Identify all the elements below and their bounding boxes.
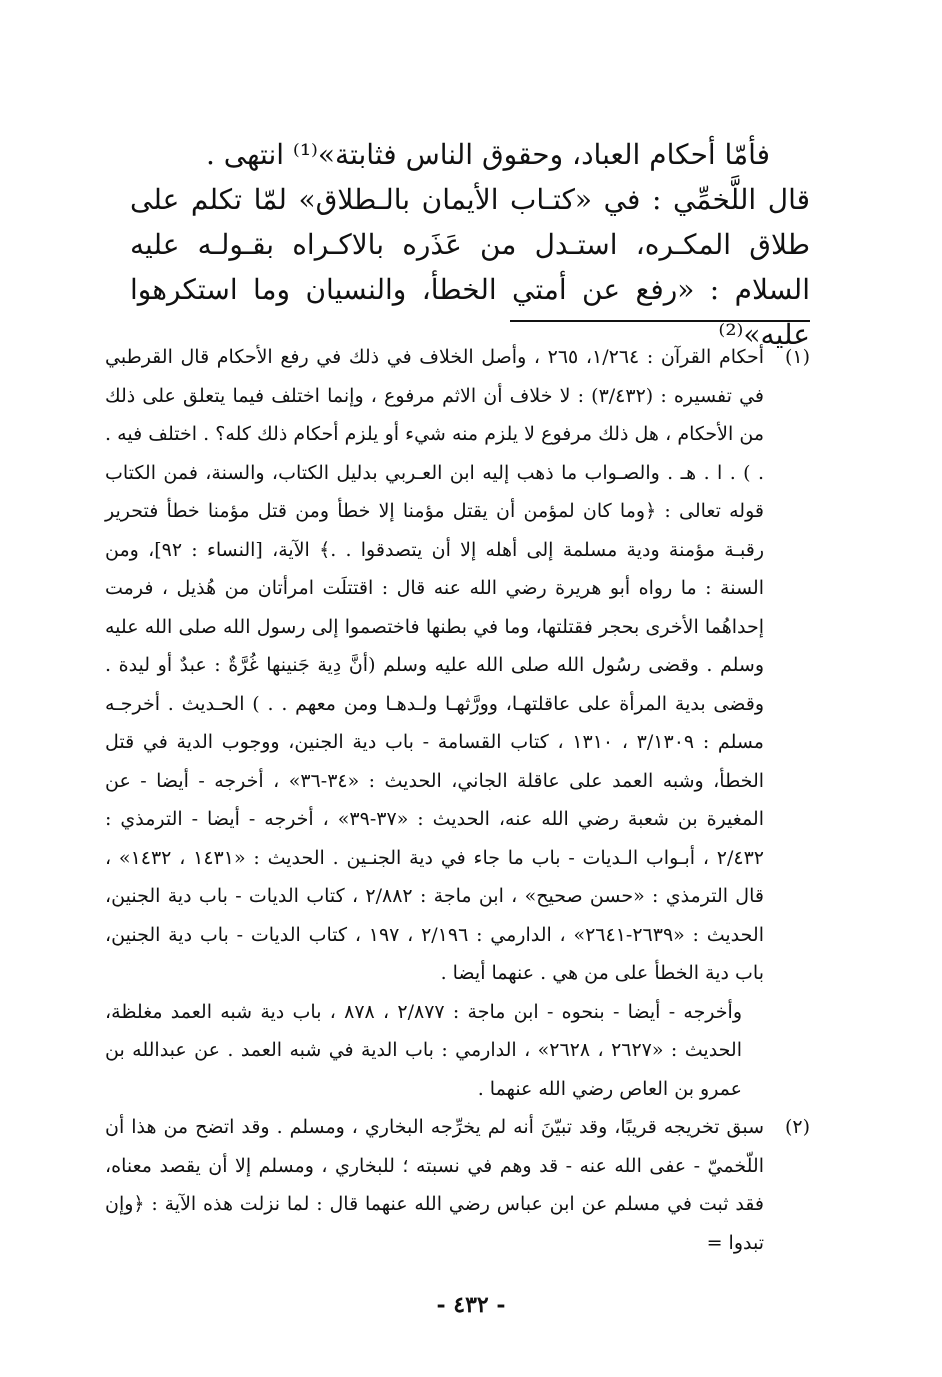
page-number: - ٤٣٢ -: [436, 1292, 506, 1318]
footnote-body: [105, 1108, 764, 1262]
footnote-paragraph: سبق تخريجه قريبًا، وقد تبيّنَ أنه لم يخرِّجه البخاري ، ومسلم . وقد اتضح من هذا أن اللّخميّ - عفى الله عنه - قد وهم في نسبته ؛ للبخاري ، ومسلم إلا أن يقصد معناه، فقد ثبت في مسلم عن ابن عباس رضي الله عنهما قال : لما نزلت هذه الآية : ﴿وإن تبدوا =: [105, 1116, 764, 1254]
footnote-paragraph: أحكام القرآن : ١/٢٦٤، ٢٦٥ ، وأصل الخلاف في ذلك في رفع الأحكام قال القرطبي في تفسيره : (٣/٤٣٢) : لا خلاف أن الاثم مرفوع ، وإنما اختلف فيما يتعلق على ذلك من الأحكام ، هل ذلك مرفوع لا يلزم منه شيء أو يلزم أحكام ذلك كله؟ . اختلف فيه . . ) . ا . هـ . والصـواب ما ذهب إليه ابن العـربي بدليل الكتاب، والسنة، فمن الكتاب قوله تعالى : ﴿وما كان لمؤمن أن يقتل مؤمنا إلا خطأ ومن قتل مؤمنا خطأ فتحرير رقبـة مؤمنة ودية مسلمة إلى أهله إلا أن يتصدقوا . .﴾ الآية، [النساء : ٩٢]، ومن السنة : ما رواه أبو هريرة رضي الله عنه قال : اقتتلَت امرأتان من هُذيل ، فرمت إحداهُما الأخرى بحجر فقتلتها، وما في بطنها فاختصموا إلى رسول الله صلى الله عليه وسلم . وقضى رسُول الله صلى الله عليه وسلم (أنَّ دِية جَنينها غُرَّةٌ : عبدٌ أو ليدة . وقضى بدية المرأة على عاقلتهـا، وورَّثهـا ولـدهـا ومن معهم . . ) الحـديث . أخرجـه مسلم : ٣/١٣٠٩ ، ١٣١٠ ، كتاب القسامة - باب دية الجنين، ووجوب الدية في قتل الخطأ، وشبه العمد على عاقلة الجاني، الحديث : «٣٤-٣٦» ، أخرجه - أيضا - عن المغيرة بن شعبة رضي الله عنه، الحديث : «٣٧-٣٩» ، أخرجه - أيضا - الترمذي : ٢/٤٣٢ ، أبـواب الـديات - باب ما جاء في دية الجنـين . الحديث : «١٤٣١ ، ١٤٣٢» ، قال الترمذي : «حسن صحيح» ، ابن ماجة : ٢/٨٨٢ ، كتاب الديات - باب دية الجنين، الحديث : «٢٦٣٩-٢٦٤١» ، الدارمي : ٢/١٩٦ ، ١٩٧ ، كتاب الديات - باب دية الجنين، باب دية الخطأ على من هي . عنهما أيضا .: [105, 346, 765, 984]
main-text: [130, 132, 810, 357]
footnote-paragraph: وأخرجه - أيضا - بنحوه - ابن ماجة : ٢/٨٧٧ ، ٨٧٨ ، باب دية شبه العمد مغلظة، الحديث : «٢٦٢٧ ، ٢٦٢٨» ، الدارمي : باب الدية في شبه العمد . عن عبدالله بن عمرو بن العاص رضي الله عنهما .: [105, 1000, 742, 1100]
footnote-number: (٢): [784, 1116, 810, 1138]
footnote-body: [105, 338, 764, 1108]
footnote-separator: [510, 320, 810, 322]
footnotes: [105, 338, 810, 1262]
main-paragraph-2: قال اللَّخمِّي : في «كتـاب الأيمان بالـطلاق» لمّا تكلم على طلاق المكـره، استـدل من عَذَره بالاكـراه بقـولـه عليه السلام : «رفع عن أمتي الخطأ، والنسيان وما استكرهوا عليه»⁽²⁾: [130, 183, 810, 351]
footnote-2: [105, 1108, 810, 1262]
main-paragraph-1: فأمّا أحكام العباد، وحقوق الناس فثابتة»⁽¹⁾ انتهى .: [205, 138, 770, 171]
footnote-1: [105, 338, 810, 1108]
footnote-number: (١): [784, 346, 810, 368]
